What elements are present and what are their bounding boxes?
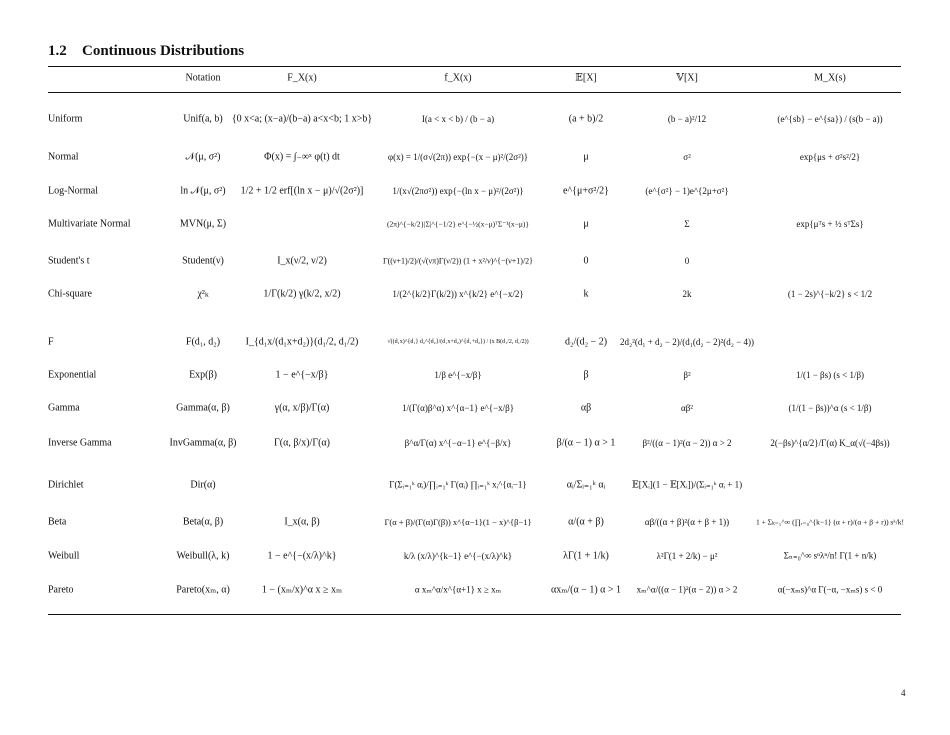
- cell-notation: Pareto(xₘ, α): [176, 584, 230, 596]
- cell-variance: Σ: [684, 219, 690, 229]
- cell-mgf: (1/(1 − βs))^α (s < 1/β): [788, 403, 872, 413]
- cell-notation: MVN(μ, Σ): [179, 218, 227, 230]
- cell-mgf: (e^{sb} − e^{sa}) / (s(b − a)): [777, 114, 883, 124]
- cell-notation: Weibull(λ, k): [176, 550, 230, 562]
- cell-notation: Gamma(α, β): [176, 402, 230, 414]
- cell-mgf: 1 + Σₖ₌₁^∞ (∏ᵣ₌₀^{k−1} (α + r)/(α + β + r)) sᵏ/k!: [755, 517, 905, 527]
- cell-mgf: α(−xₘs)^α Γ(−α, −xₘs) s < 0: [777, 584, 883, 595]
- cell-mean: k: [583, 288, 589, 300]
- cell-pdf: Γ((ν+1)/2)/(√(νπ)Γ(ν/2)) (1 + x²/ν)^{−(ν+1)/2}: [382, 256, 534, 266]
- cell-variance: 0: [684, 256, 690, 266]
- cell-mgf: 1/(1 − βs) (s < 1/β): [795, 370, 865, 380]
- row-name: Beta: [48, 516, 67, 528]
- cell-variance: (b − a)²/12: [667, 114, 707, 124]
- cell-cdf: 1 − e^{−x/β}: [275, 369, 329, 381]
- cell-mgf: 2(−βs)^{α/2}/Γ(α) K_α(√(−4βs)): [770, 438, 890, 448]
- cell-mgf: exp{μs + σ²s²/2}: [799, 152, 861, 162]
- column-header-pdf: f_X(x): [444, 72, 472, 84]
- row-name: F: [48, 336, 54, 348]
- cell-variance: 2k: [682, 289, 692, 299]
- cell-pdf: 1/(x√(2πσ²)) exp{−(ln x − μ)²/(2σ²)}: [392, 186, 524, 196]
- cell-mean: μ: [583, 151, 589, 163]
- cell-notation: Student(ν): [182, 255, 224, 267]
- row-name: Normal: [48, 151, 79, 163]
- cell-cdf: I_{d₁x/(d₁x+d₂)}(d₁/2, d₁/2): [245, 336, 359, 348]
- cell-mean: αxₘ/(α − 1) α > 1: [550, 584, 622, 596]
- cell-variance: 𝔼[Xᵢ](1 − 𝔼[Xᵢ])/(Σᵢ₌₁ᵏ αᵢ + 1): [631, 479, 743, 490]
- cell-notation: InvGamma(α, β): [169, 437, 237, 449]
- cell-variance: σ²: [683, 152, 691, 162]
- cell-variance: 2d₂²(d₁ + d₂ − 2)/(d₁(d₂ − 2)²(d₂ − 4)): [619, 337, 755, 347]
- row-name: Uniform: [48, 113, 83, 125]
- cell-pdf: 1/β e^{−x/β}: [434, 370, 482, 380]
- row-name: Dirichlet: [48, 479, 84, 491]
- row-name: Exponential: [48, 369, 97, 381]
- cell-mgf: exp{μᵀs + ½ sᵀΣs}: [796, 219, 864, 229]
- row-name: Multivariate Normal: [48, 218, 131, 230]
- cell-pdf: α xₘ^α/x^{α+1} x ≥ xₘ: [414, 584, 502, 595]
- cell-cdf: {0 x<a; (x−a)/(b−a) a<x<b; 1 x>b}: [231, 113, 373, 125]
- row-name: Inverse Gamma: [48, 437, 112, 449]
- cell-mgf: Σₙ₌₀^∞ sⁿλⁿ/n! Γ(1 + n/k): [783, 550, 877, 561]
- column-header-variance: 𝕍[X]: [676, 72, 698, 84]
- cell-notation: Beta(α, β): [182, 516, 224, 528]
- cell-cdf: I_x(α, β): [284, 516, 320, 528]
- cell-variance: αβ/((α + β)²(α + β + 1)): [644, 517, 730, 527]
- row-name: Gamma: [48, 402, 80, 414]
- cell-cdf: Φ(x) = ∫₋∞ˣ φ(t) dt: [264, 151, 340, 163]
- cell-cdf: Γ(α, β/x)/Γ(α): [273, 437, 331, 449]
- cell-pdf: φ(x) = 1/(σ√(2π)) exp{−(x − μ)²/(2σ²)}: [387, 152, 529, 162]
- column-header-notation: Notation: [185, 72, 221, 84]
- row-name: Pareto: [48, 584, 74, 596]
- section-heading: [48, 43, 244, 60]
- cell-variance: λ²Γ(1 + 2/k) − μ²: [656, 551, 718, 561]
- cell-notation: ln 𝒩(μ, σ²): [180, 185, 226, 197]
- cell-mean: β/(α − 1) α > 1: [556, 437, 616, 449]
- cell-mean: μ: [583, 218, 589, 230]
- cell-pdf: Γ(α + β)/(Γ(α)Γ(β)) x^{α−1}(1 − x)^{β−1}: [384, 517, 532, 527]
- section-number: 1.2: [48, 43, 67, 59]
- column-header-cdf: F_X(x): [287, 72, 317, 84]
- cell-notation: F(d₁, d₂): [185, 336, 221, 348]
- cell-notation: Unif(a, b): [183, 113, 223, 125]
- row-name: Log-Normal: [48, 185, 98, 197]
- cell-notation: Exp(β): [189, 369, 217, 381]
- cell-pdf: k/λ (x/λ)^{k−1} e^{−(x/λ)^k}: [403, 551, 513, 561]
- cell-mean: d₂/(d₂ − 2): [564, 336, 608, 348]
- row-name: Chi-square: [48, 288, 92, 300]
- row-name: Weibull: [48, 550, 80, 562]
- cell-cdf: 1 − e^{−(x/λ)^k}: [267, 550, 337, 562]
- section-title: Continuous Distributions: [82, 43, 245, 59]
- top-rule: [48, 66, 901, 67]
- cell-variance: (e^{σ²} − 1)e^{2μ+σ²}: [645, 186, 729, 196]
- cell-mean: β: [583, 369, 589, 381]
- cell-notation: Dir(α): [190, 479, 216, 491]
- cell-cdf: 1 − (xₘ/x)^α x ≥ xₘ: [261, 584, 343, 596]
- cell-pdf: β^α/Γ(α) x^{−α−1} e^{−β/x}: [404, 438, 512, 448]
- cell-mgf: (1 − 2s)^{−k/2} s < 1/2: [787, 289, 873, 299]
- cell-variance: xₘ^α/((α − 1)²(α − 2)) α > 2: [636, 584, 738, 595]
- cell-pdf: I(a < x < b) / (b − a): [421, 114, 495, 124]
- column-header-mean: 𝔼[X]: [575, 72, 597, 84]
- cell-pdf: √((d₁x)^{d₁} d₂^{d₂}/(d₁x+d₂)^{d₁+d₂}) / (x B(d₁/2, d₁/2)): [387, 339, 529, 345]
- cell-pdf: Γ(Σᵢ₌₁ᵏ αᵢ)/∏ᵢ₌₁ᵏ Γ(αᵢ) ∏ᵢ₌₁ᵏ xᵢ^{αᵢ−1}: [389, 479, 527, 490]
- cell-mean: α/(α + β): [568, 516, 604, 528]
- cell-notation: χ²ₖ: [197, 288, 209, 300]
- cell-variance: β²/((α − 1)²(α − 2)) α > 2: [642, 438, 732, 448]
- cell-variance: β²: [683, 370, 691, 380]
- cell-mean: αᵢ/Σᵢ₌₁ᵏ αᵢ: [566, 479, 606, 491]
- cell-mean: 0: [583, 255, 589, 267]
- cell-cdf: I_x(ν/2, ν/2): [277, 255, 327, 267]
- cell-mean: λΓ(1 + 1/k): [563, 550, 609, 562]
- header-rule: [48, 92, 901, 93]
- cell-mean: αβ: [580, 402, 592, 414]
- cell-pdf: 1/(2^{k/2}Γ(k/2)) x^{k/2} e^{−x/2}: [392, 289, 524, 299]
- cell-mean: (a + b)/2: [568, 113, 604, 125]
- cell-cdf: 1/2 + 1/2 erf[(ln x − μ)/√(2σ²)]: [240, 185, 364, 197]
- row-name: Student's t: [48, 255, 90, 267]
- column-header-mgf: M_X(s): [814, 72, 846, 84]
- cell-variance: αβ²: [681, 403, 693, 413]
- cell-cdf: 1/Γ(k/2) γ(k/2, x/2): [263, 288, 341, 300]
- cell-pdf: (2π)^{−k/2}|Σ|^{−1/2} e^{−½(x−μ)ᵀΣ⁻¹(x−μ)}: [386, 219, 530, 229]
- cell-mean: e^{μ+σ²/2}: [563, 185, 609, 197]
- cell-notation: 𝒩(μ, σ²): [185, 151, 221, 163]
- cell-cdf: γ(α, x/β)/Γ(α): [274, 402, 330, 414]
- cell-pdf: 1/(Γ(α)β^α) x^{α−1} e^{−x/β}: [401, 403, 515, 413]
- bottom-rule: [48, 614, 901, 615]
- page-number: 4: [901, 688, 906, 698]
